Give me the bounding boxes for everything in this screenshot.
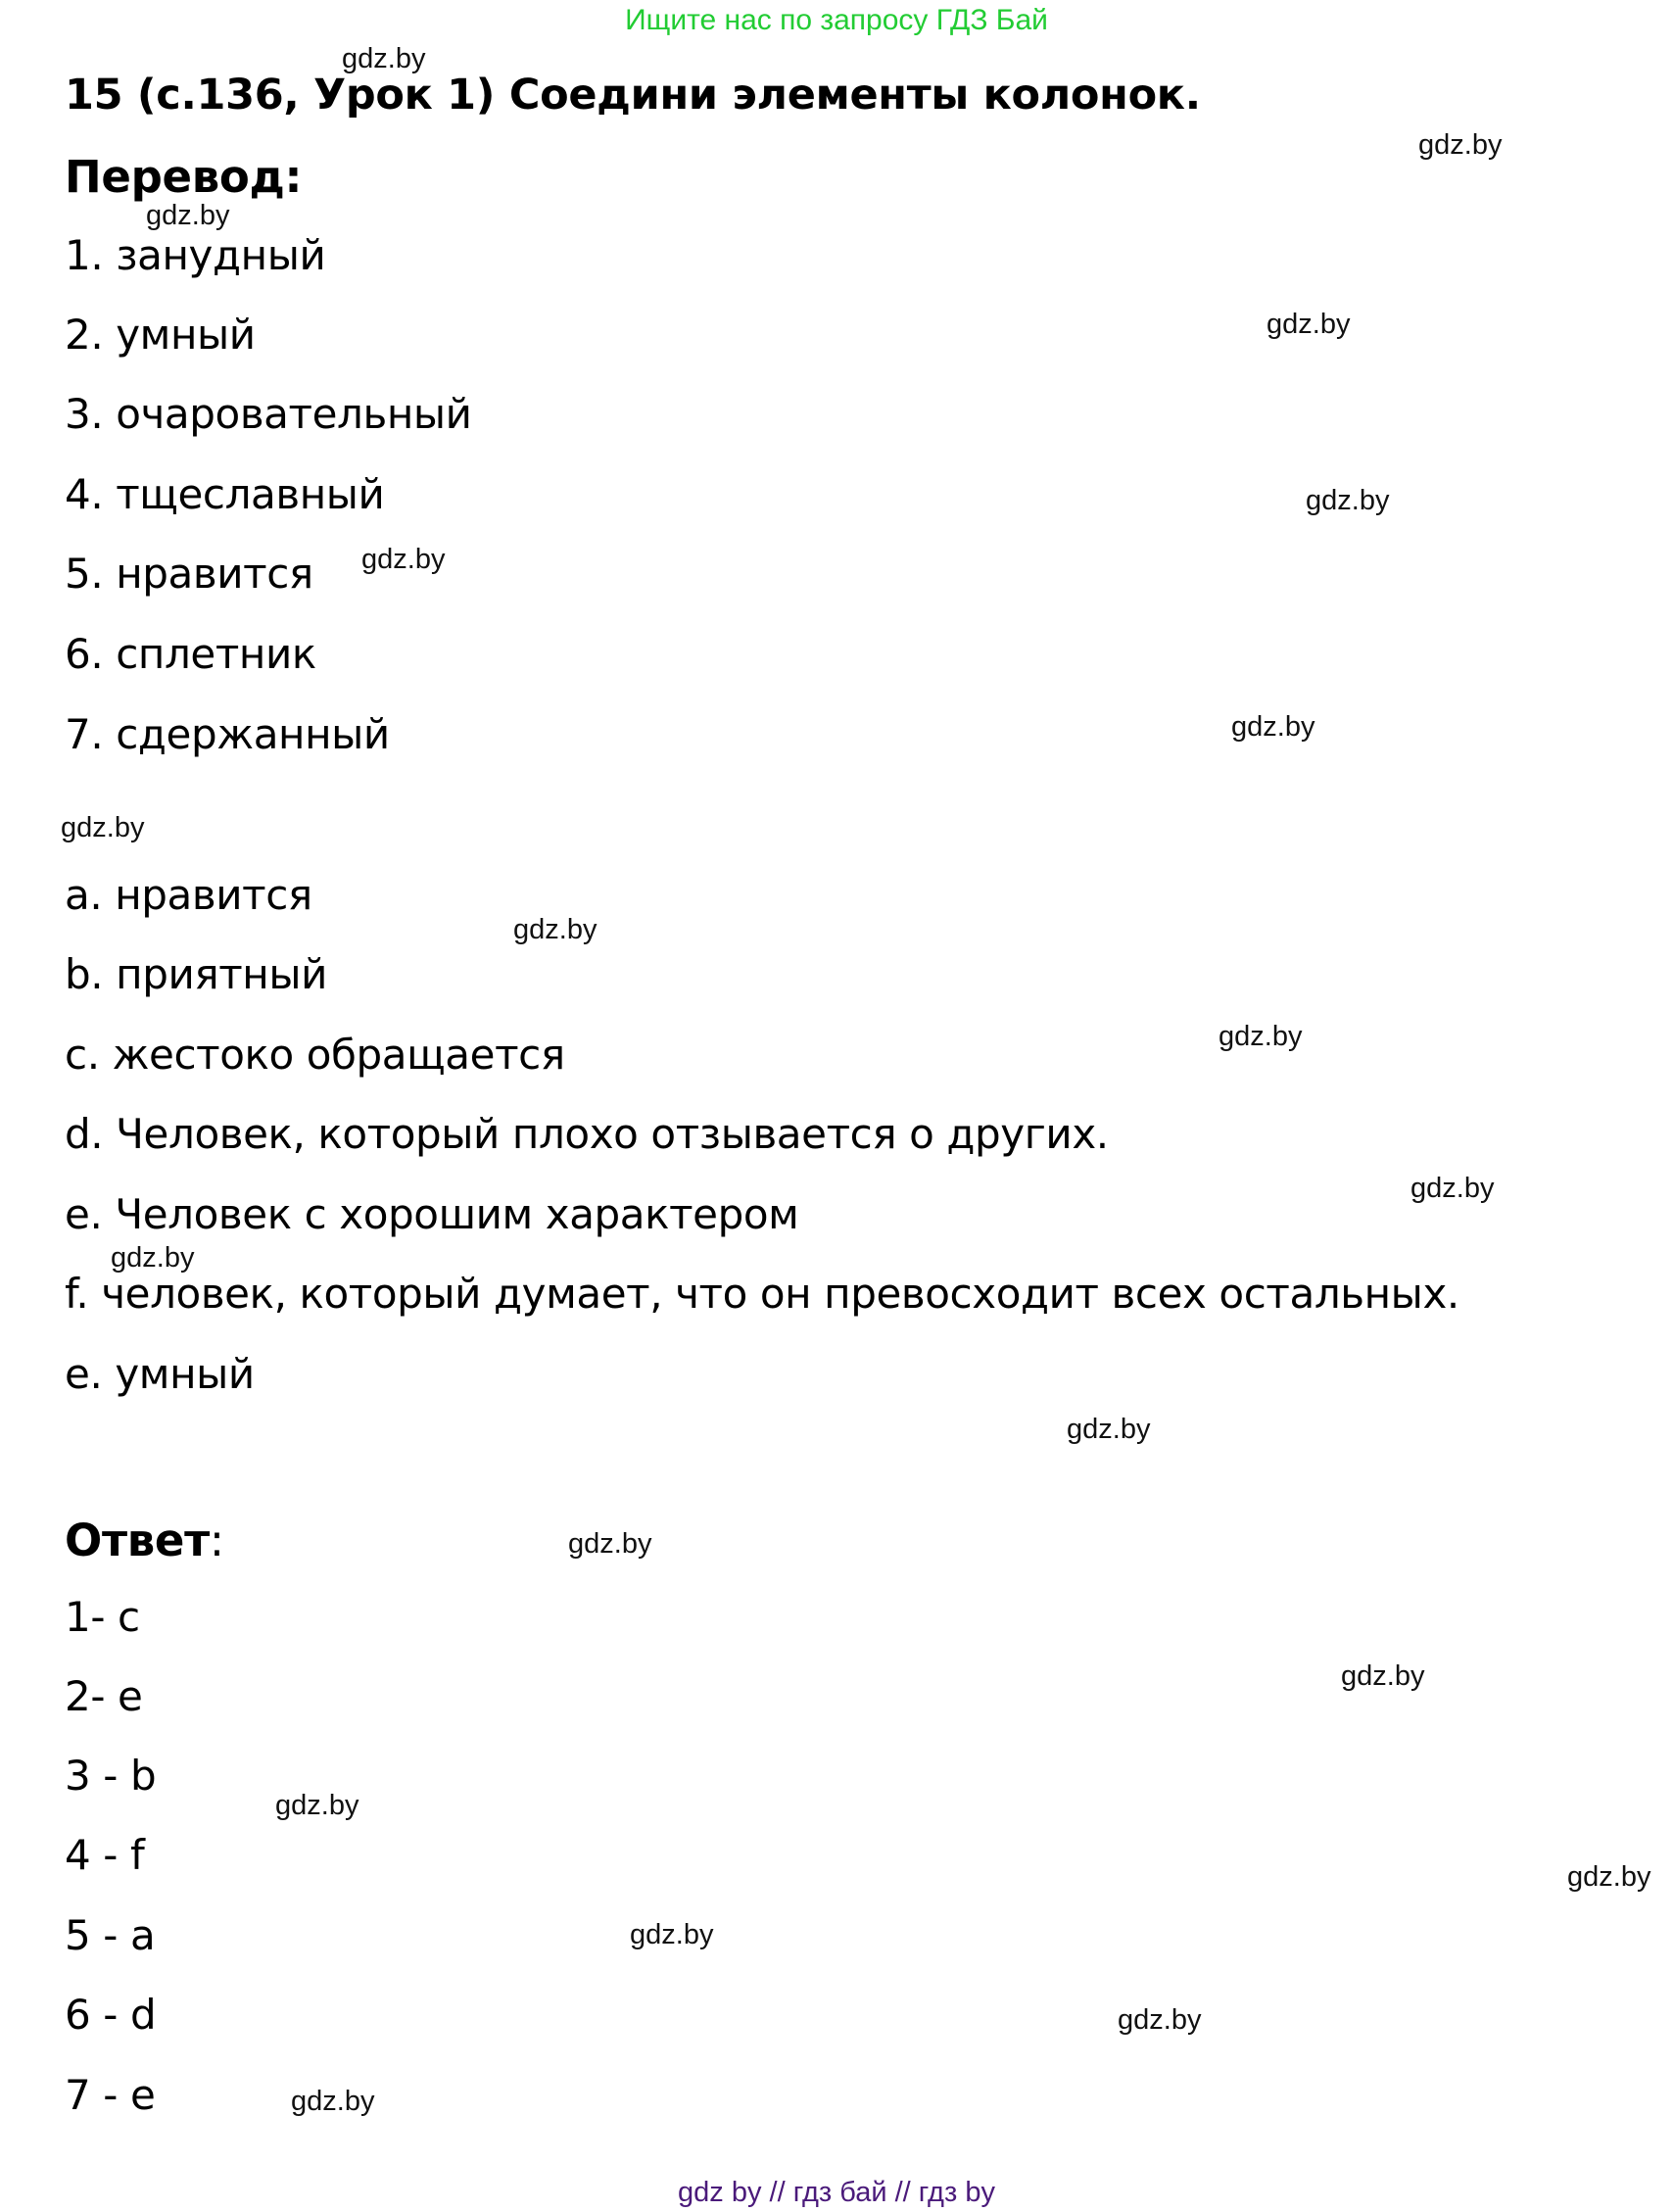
search-hint-banner: Ищите нас по запросу ГДЗ Бай xyxy=(625,4,1048,36)
task-title: 15 (с.136, Урок 1) Соедини элементы колонок. xyxy=(65,71,1201,120)
list-item: d. Человек, который плохо отзывается о других. xyxy=(65,1110,1109,1158)
answer-item: 4 - f xyxy=(65,1831,145,1879)
list-item: f. человек, который думает, что он превосходит всех остальных. xyxy=(65,1270,1459,1318)
list-item: a. нравится xyxy=(65,871,312,919)
watermark: gdz.by xyxy=(361,544,446,575)
list-item: e. умный xyxy=(65,1350,255,1398)
watermark: gdz.by xyxy=(1306,485,1390,516)
watermark: gdz.by xyxy=(291,2086,375,2117)
translation-heading: Перевод: xyxy=(65,151,303,203)
list-item: e. Человек с хорошим характером xyxy=(65,1190,799,1238)
answer-heading-colon: : xyxy=(209,1515,224,1566)
watermark: gdz.by xyxy=(1219,1021,1303,1052)
answer-item: 3 - b xyxy=(65,1752,157,1800)
list-item: 7. сдержанный xyxy=(65,710,390,758)
watermark: gdz.by xyxy=(1567,1861,1651,1893)
list-item: 3. очаровательный xyxy=(65,390,472,438)
list-item: c. жестоко обращается xyxy=(65,1031,565,1079)
list-item: 5. нравится xyxy=(65,550,313,598)
footer-links: gdz by // гдз бай // гдз by xyxy=(678,2177,995,2208)
watermark: gdz.by xyxy=(146,200,230,231)
answer-heading xyxy=(65,1515,224,1566)
answer-item: 5 - a xyxy=(65,1911,156,1959)
watermark: gdz.by xyxy=(61,812,145,843)
list-item: 2. умный xyxy=(65,311,256,359)
answer-item: 1- c xyxy=(65,1593,140,1641)
watermark: gdz.by xyxy=(111,1242,195,1274)
list-item: b. приятный xyxy=(65,950,328,998)
list-item: 6. сплетник xyxy=(65,630,316,678)
answer-heading-label: Ответ xyxy=(65,1515,210,1566)
watermark: gdz.by xyxy=(568,1528,652,1560)
answer-item: 6 - d xyxy=(65,1991,157,2039)
watermark: gdz.by xyxy=(342,43,426,74)
watermark: gdz.by xyxy=(275,1790,359,1821)
list-item: 4. тщеславный xyxy=(65,470,385,518)
answer-item: 2- e xyxy=(65,1672,143,1720)
watermark: gdz.by xyxy=(1118,2004,1202,2036)
answer-item: 7 - e xyxy=(65,2071,156,2119)
watermark: gdz.by xyxy=(1067,1414,1151,1445)
watermark: gdz.by xyxy=(630,1919,714,1950)
watermark: gdz.by xyxy=(1418,129,1503,161)
watermark: gdz.by xyxy=(513,914,598,945)
watermark: gdz.by xyxy=(1341,1660,1425,1692)
watermark: gdz.by xyxy=(1410,1173,1495,1204)
watermark: gdz.by xyxy=(1267,309,1351,340)
watermark: gdz.by xyxy=(1231,711,1315,743)
list-item: 1. занудный xyxy=(65,231,326,279)
